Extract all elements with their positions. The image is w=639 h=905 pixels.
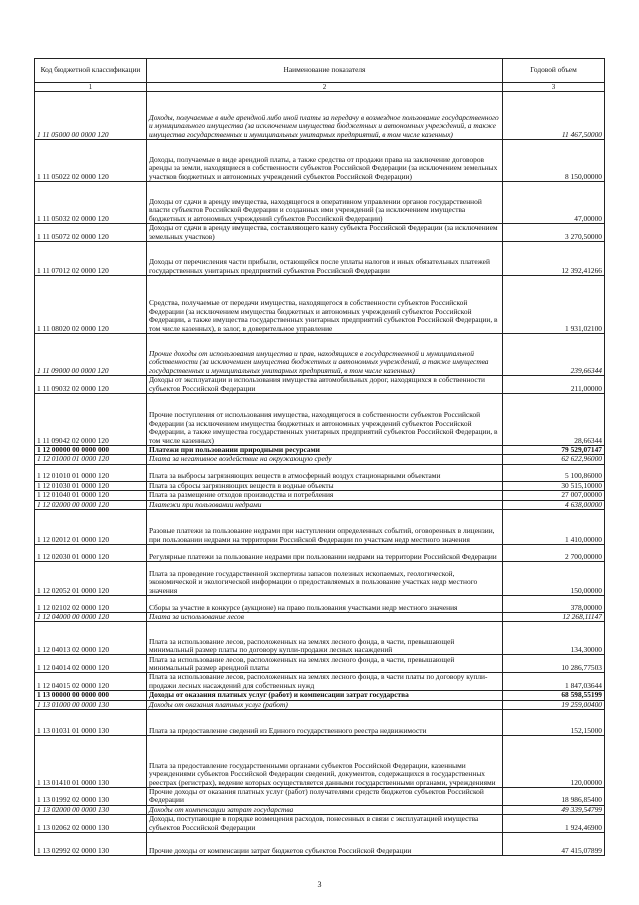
page-number: 3 bbox=[317, 880, 322, 889]
row-name: Прочие доходы от компенсации затрат бюджетов субъектов Российской Федерации bbox=[147, 833, 503, 856]
table-row bbox=[35, 500, 605, 509]
row-code: 1 12 00000 00 0000 000 bbox=[35, 446, 147, 455]
row-value: 49 339,54799 bbox=[503, 805, 605, 814]
row-name: Прочие доходы от оказания платных услуг (работ) получателями средств бюджетов субъектов Российской Федерации bbox=[147, 788, 503, 806]
column-number-1: 1 bbox=[35, 83, 147, 92]
row-name: Плата за негативное воздействие на окружающую среду bbox=[147, 455, 503, 464]
row-code: 1 13 00000 00 0000 000 bbox=[35, 691, 147, 700]
row-code: 1 12 01030 01 0000 120 bbox=[35, 481, 147, 490]
row-value: 378,00000 bbox=[503, 596, 605, 613]
table-row bbox=[35, 276, 605, 334]
revenue-table bbox=[34, 58, 605, 856]
row-name: Плата за предоставление сведений из Единого государственного реестра недвижимости bbox=[147, 710, 503, 736]
table-body bbox=[35, 92, 605, 856]
row-code: 1 11 08020 02 0000 120 bbox=[35, 276, 147, 334]
row-value: 10 286,77503 bbox=[503, 655, 605, 673]
row-name: Прочие поступления от использования имущества, находящегося в собственности субъектов Российской Федерации (за исключением имущества бюджетных и автономных учреждений субъектов Российской Федерации, а также имущества государственных унитарных предприятий субъектов Российской Федерации, в том числе казенных) bbox=[147, 394, 503, 446]
row-name: Сборы за участие в конкурсе (аукционе) на право пользования участками недр местного значения bbox=[147, 596, 503, 613]
row-code: 1 11 09042 02 0000 120 bbox=[35, 394, 147, 446]
row-code: 1 11 07012 02 0000 120 bbox=[35, 242, 147, 276]
table-row bbox=[35, 545, 605, 562]
row-code: 1 12 04000 00 0000 120 bbox=[35, 613, 147, 622]
row-code: 1 11 05072 02 0000 120 bbox=[35, 224, 147, 242]
row-name: Доходы от оказания платных услуг (работ) bbox=[147, 700, 503, 709]
table-row bbox=[35, 596, 605, 613]
row-code: 1 11 05032 02 0000 120 bbox=[35, 182, 147, 224]
column-number-3: 3 bbox=[503, 83, 605, 92]
row-value: 28,66344 bbox=[503, 394, 605, 446]
row-value: 27 007,00000 bbox=[503, 491, 605, 500]
row-value: 47 415,07899 bbox=[503, 833, 605, 856]
table-row bbox=[35, 334, 605, 376]
row-name: Плата за использование лесов, расположенных на землях лесного фонда, в части платы по договору купли-продажи лесных насаждений для собственных нужд bbox=[147, 673, 503, 691]
row-code: 1 12 02000 00 0000 120 bbox=[35, 500, 147, 509]
column-number-2: 2 bbox=[147, 83, 503, 92]
table-row bbox=[35, 562, 605, 596]
table-row bbox=[35, 455, 605, 464]
row-value: 152,15000 bbox=[503, 710, 605, 736]
row-value: 8 150,00000 bbox=[503, 140, 605, 182]
row-name: Плата за проведение государственной экспертизы запасов полезных ископаемых, геологической, экономической и экологической информации о предоставляемых в пользование участках недр местного значения bbox=[147, 562, 503, 596]
table-row bbox=[35, 613, 605, 622]
row-name: Платежи при пользовании недрами bbox=[147, 500, 503, 509]
table-row bbox=[35, 92, 605, 140]
row-value: 3 270,50000 bbox=[503, 224, 605, 242]
header-name: Наименование показателя bbox=[147, 59, 503, 83]
row-value: 12 392,41266 bbox=[503, 242, 605, 276]
row-value: 68 598,55199 bbox=[503, 691, 605, 700]
row-name: Доходы от эксплуатации и использования имущества автомобильных дорог, находящихся в собственности субъектов Российской Федерации bbox=[147, 376, 503, 394]
row-value: 211,00000 bbox=[503, 376, 605, 394]
table-row bbox=[35, 394, 605, 446]
table-row bbox=[35, 833, 605, 856]
table-row bbox=[35, 182, 605, 224]
row-value: 239,66344 bbox=[503, 334, 605, 376]
header-value: Годовой объем bbox=[503, 59, 605, 83]
row-name: Доходы от оказания платных услуг (работ) и компенсации затрат государства bbox=[147, 691, 503, 700]
row-name: Плата за сбросы загрязняющих веществ в водные объекты bbox=[147, 481, 503, 490]
row-name: Прочие доходы от использования имущества и прав, находящихся в государственной и муниципальной собственности (за исключением имущества бюджетных и автономных учреждений, а также имущества государственных и муниципальных унитарных предприятий, в том числе казенных) bbox=[147, 334, 503, 376]
row-name: Плата за предоставление государственными органами субъектов Российской Федерации, казенными учреждениями субъектов Российской Федерации сведений, документов, содержащихся в государственных реестрах (регистрах), ведение которых осуществляется данными государственными органами, учреждениями bbox=[147, 736, 503, 788]
row-code: 1 13 02992 02 0000 130 bbox=[35, 833, 147, 856]
row-name: Плата за выбросы загрязняющих веществ в атмосферный воздух стационарными объектами bbox=[147, 464, 503, 481]
table-row bbox=[35, 788, 605, 806]
table-row bbox=[35, 622, 605, 655]
row-name: Доходы от сдачи в аренду имущества, составляющего казну субъекта Российской Федерации (за исключением земельных участков) bbox=[147, 224, 503, 242]
row-name: Доходы, получаемые в виде арендной платы, а также средства от продажи права на заключение договоров аренды за земли, находящиеся в собственности субъектов Российской Федерации (за исключением земельных участков бюджетных и автономных учреждений субъектов Российской Федерации) bbox=[147, 140, 503, 182]
row-value: 1 847,03644 bbox=[503, 673, 605, 691]
row-code: 1 12 01000 01 0000 120 bbox=[35, 455, 147, 464]
row-value: 47,00000 bbox=[503, 182, 605, 224]
table-row bbox=[35, 815, 605, 833]
row-value: 1 410,00000 bbox=[503, 510, 605, 545]
row-code: 1 12 02030 01 0000 120 bbox=[35, 545, 147, 562]
table-row bbox=[35, 224, 605, 242]
row-code: 1 13 01992 02 0000 130 bbox=[35, 788, 147, 806]
row-value: 150,00000 bbox=[503, 562, 605, 596]
row-code: 1 11 09032 02 0000 120 bbox=[35, 376, 147, 394]
row-code: 1 11 05000 00 0000 120 bbox=[35, 92, 147, 140]
table-row bbox=[35, 140, 605, 182]
table-row bbox=[35, 491, 605, 500]
table-row bbox=[35, 673, 605, 691]
row-code: 1 13 02062 02 0000 130 bbox=[35, 815, 147, 833]
row-value: 5 100,86000 bbox=[503, 464, 605, 481]
table-row bbox=[35, 700, 605, 709]
table-row bbox=[35, 464, 605, 481]
row-code: 1 12 02012 01 0000 120 bbox=[35, 510, 147, 545]
row-code: 1 11 05022 02 0000 120 bbox=[35, 140, 147, 182]
row-value: 12 268,11147 bbox=[503, 613, 605, 622]
row-name: Доходы от компенсации затрат государства bbox=[147, 805, 503, 814]
table-row bbox=[35, 691, 605, 700]
row-name: Плата за использование лесов, расположенных на землях лесного фонда, в части, превышающей минимальный размер платы по договору купли-продажи лесных насаждений bbox=[147, 622, 503, 655]
row-code: 1 12 04013 02 0000 120 bbox=[35, 622, 147, 655]
row-value: 62 622,96000 bbox=[503, 455, 605, 464]
row-name: Регулярные платежи за пользование недрами при пользовании недрами на территории Российской Федерации bbox=[147, 545, 503, 562]
table-row bbox=[35, 710, 605, 736]
row-name: Плата за использование лесов, расположенных на землях лесного фонда, в части, превышающей минимальный размер арендной платы bbox=[147, 655, 503, 673]
row-name: Средства, получаемые от передачи имущества, находящегося в собственности субъектов Российской Федерации (за исключением имущества бюджетных и автономных учреждений субъектов Российской Федерации, а также имущества государственных унитарных предприятий субъектов Российской Федерации, в том числе казенных), в залог, в доверительное управление bbox=[147, 276, 503, 334]
row-code: 1 13 01410 01 0000 130 bbox=[35, 736, 147, 788]
row-code: 1 12 01010 01 0000 120 bbox=[35, 464, 147, 481]
header-code: Код бюджетной классификации bbox=[35, 59, 147, 83]
row-name: Доходы, получаемые в виде арендной либо иной платы за передачу в возмездное пользование государственного и муниципального имущества (за исключением имущества бюджетных и автономных учреждений, а также имущества государственных и муниципальных унитарных предприятий, в том числе казенных) bbox=[147, 92, 503, 140]
row-code: 1 13 01000 00 0000 130 bbox=[35, 700, 147, 709]
row-name: Плата за размещение отходов производства и потребления bbox=[147, 491, 503, 500]
row-code: 1 13 02000 00 0000 130 bbox=[35, 805, 147, 814]
row-value: 4 638,00000 bbox=[503, 500, 605, 509]
row-value: 18 986,85400 bbox=[503, 788, 605, 806]
row-value: 19 259,00400 bbox=[503, 700, 605, 709]
row-code: 1 12 02102 02 0000 120 bbox=[35, 596, 147, 613]
table-row bbox=[35, 510, 605, 545]
row-value: 1 924,46900 bbox=[503, 815, 605, 833]
row-value: 2 700,00000 bbox=[503, 545, 605, 562]
table-row bbox=[35, 242, 605, 276]
row-code: 1 12 01040 01 0000 120 bbox=[35, 491, 147, 500]
row-value: 120,00000 bbox=[503, 736, 605, 788]
row-code: 1 12 04014 02 0000 120 bbox=[35, 655, 147, 673]
row-code: 1 13 01031 01 0000 130 bbox=[35, 710, 147, 736]
row-value: 79 529,07147 bbox=[503, 446, 605, 455]
row-name: Доходы, поступающие в порядке возмещения расходов, понесенных в связи с эксплуатацией имущества субъектов Российской Федерации bbox=[147, 815, 503, 833]
row-value: 134,30000 bbox=[503, 622, 605, 655]
row-value: 1 931,02100 bbox=[503, 276, 605, 334]
table-row bbox=[35, 376, 605, 394]
table-row bbox=[35, 736, 605, 788]
row-code: 1 12 04015 02 0000 120 bbox=[35, 673, 147, 691]
row-name: Разовые платежи за пользование недрами при наступлении определенных событий, оговоренных в лицензии, при пользовании недрами на территории Российской Федерации по участкам недр местного значения bbox=[147, 510, 503, 545]
row-name: Платежи при пользовании природными ресурсами bbox=[147, 446, 503, 455]
table-row bbox=[35, 655, 605, 673]
row-code: 1 12 02052 01 0000 120 bbox=[35, 562, 147, 596]
row-value: 11 467,50000 bbox=[503, 92, 605, 140]
row-name: Доходы от перечисления части прибыли, остающейся после уплаты налогов и иных обязательных платежей государственных унитарных предприятий субъектов Российской Федерации bbox=[147, 242, 503, 276]
row-name: Плата за использование лесов bbox=[147, 613, 503, 622]
row-value: 30 515,10000 bbox=[503, 481, 605, 490]
row-code: 1 11 09000 00 0000 120 bbox=[35, 334, 147, 376]
row-name: Доходы от сдачи в аренду имущества, находящегося в оперативном управлении органов государственной власти субъектов Российской Федерации и созданных ими учреждений (за исключением имущества бюджетных и автономных учреждений субъектов Российской Федерации) bbox=[147, 182, 503, 224]
